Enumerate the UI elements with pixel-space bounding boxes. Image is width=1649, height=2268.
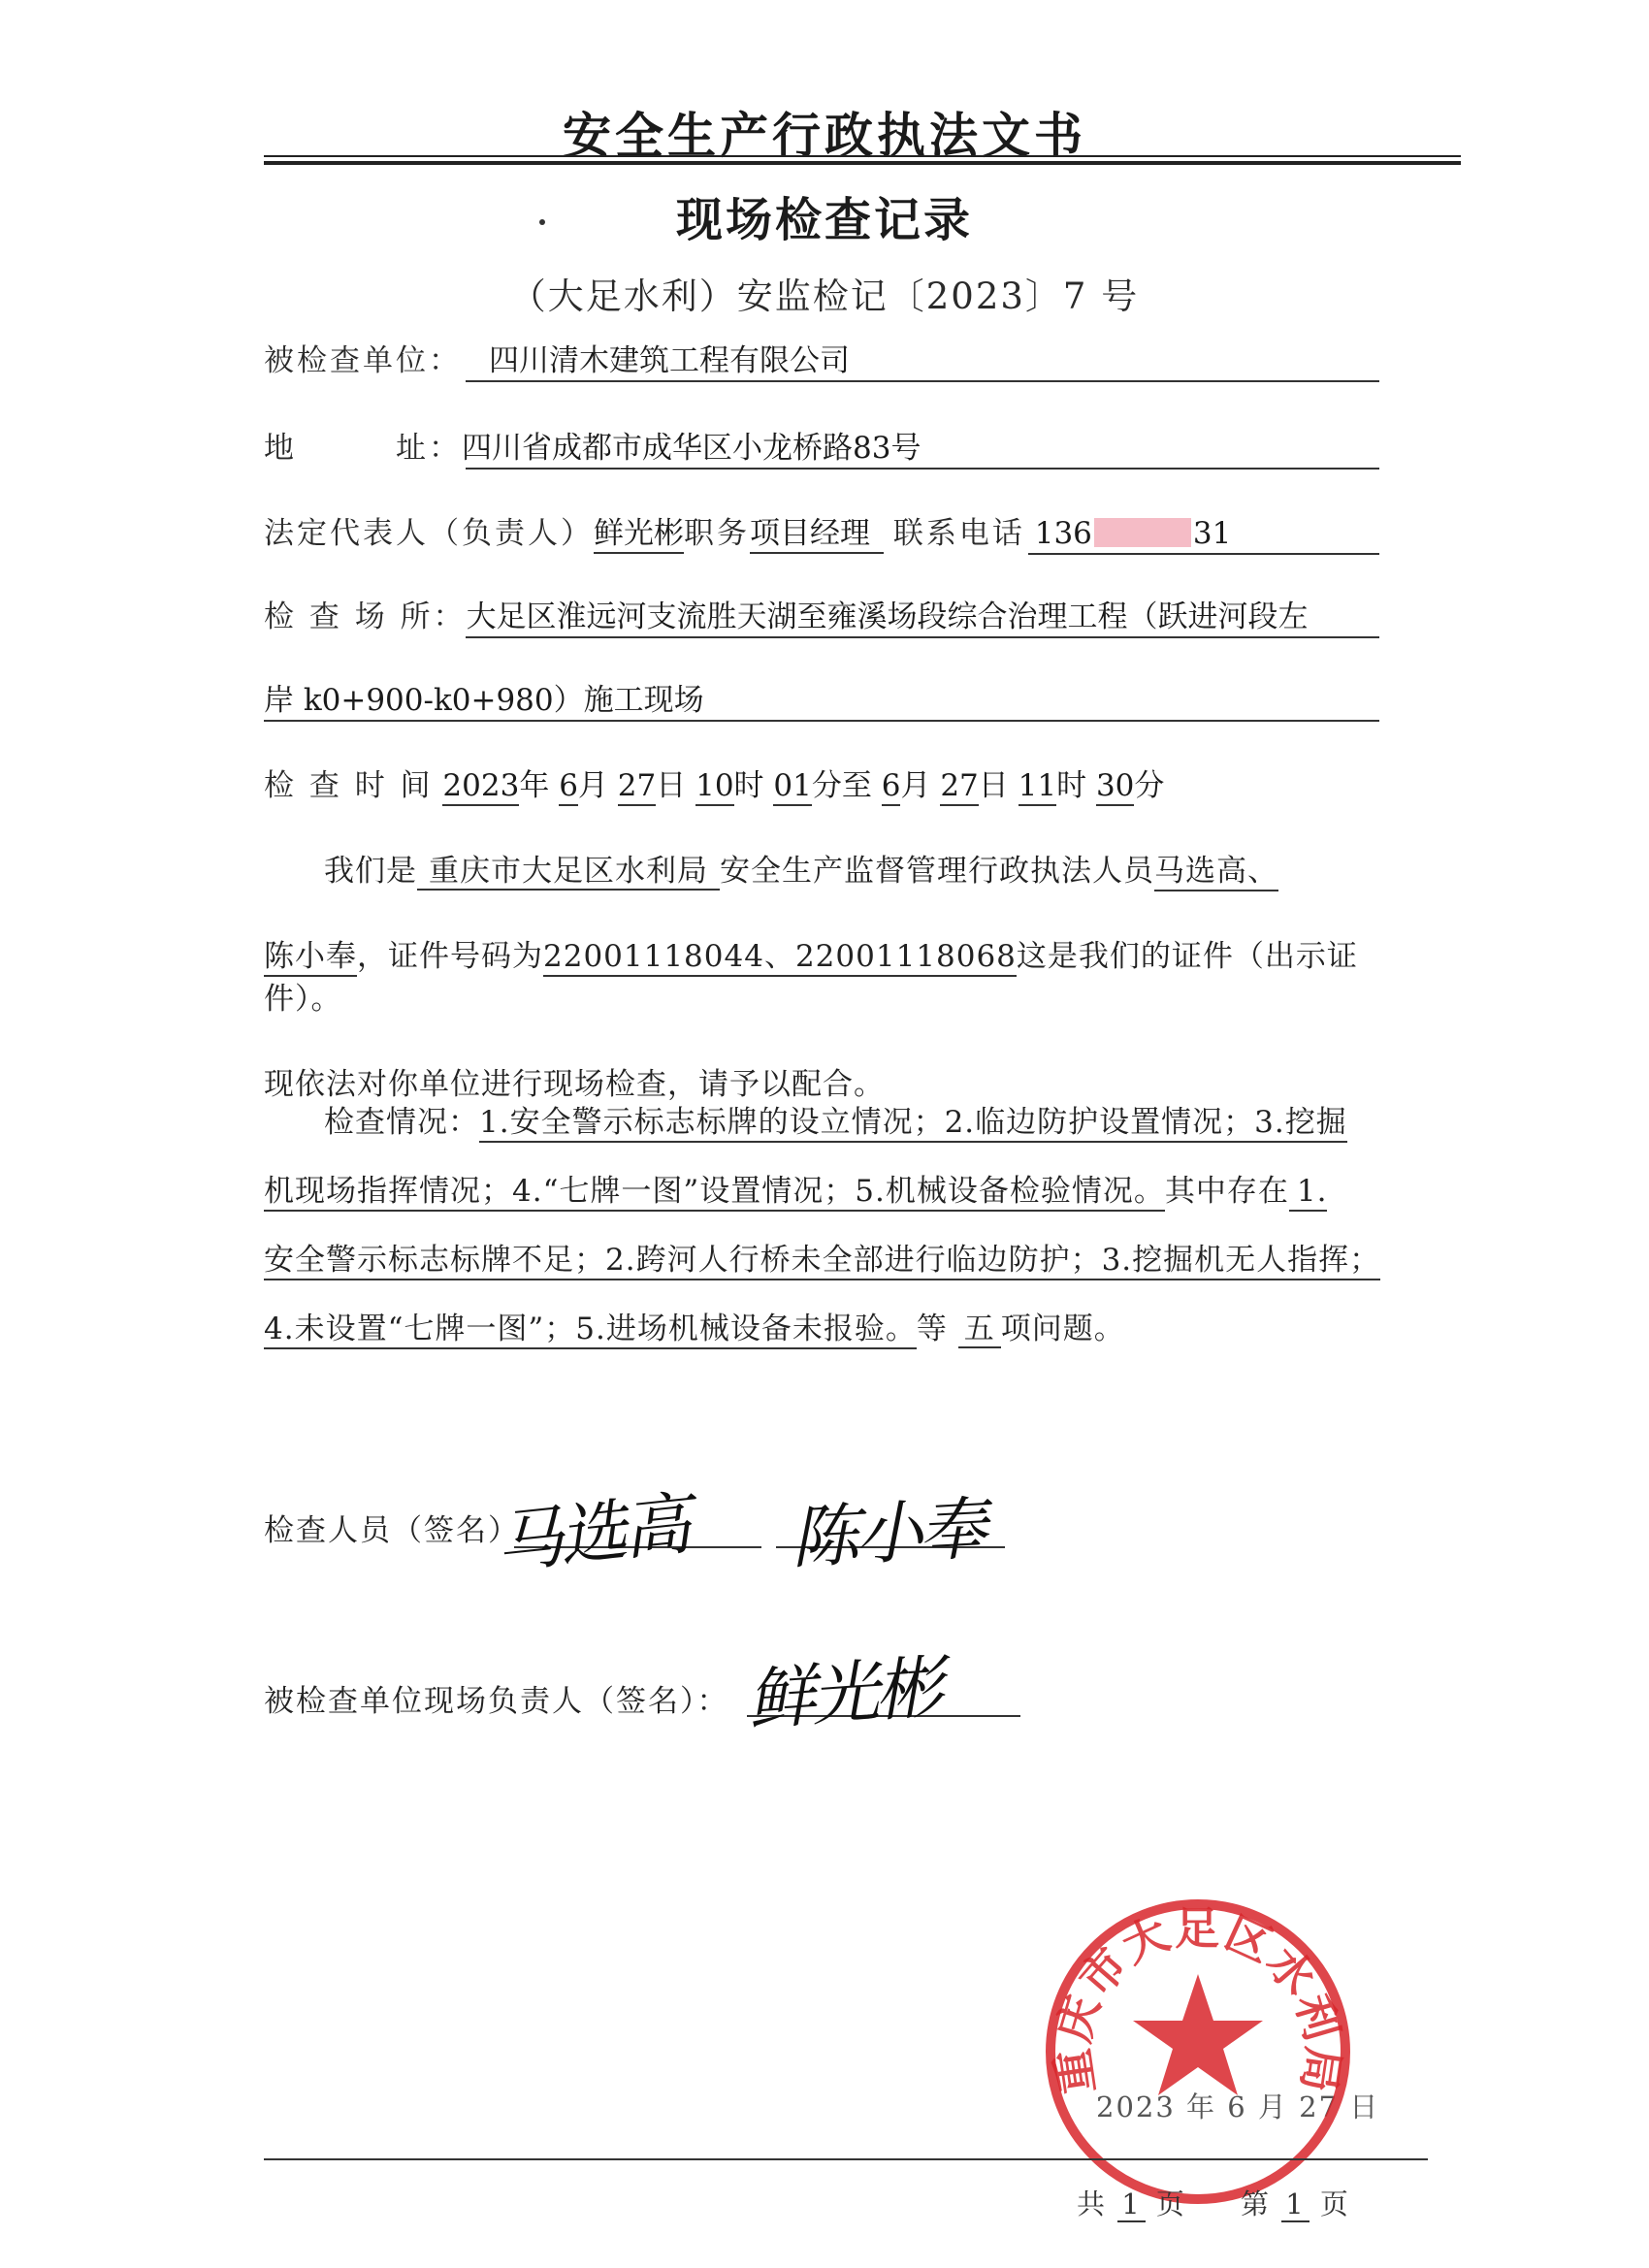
inspected-unit-value: 四川清木建筑工程有限公司 [489, 343, 850, 378]
issues-line-2: 1. [1289, 1174, 1328, 1212]
time-start-hour: 10 [695, 768, 733, 806]
phone-suffix: 31 [1192, 516, 1232, 551]
location-line-1: 大足区淮远河支流胜天湖至雍溪场段综合治理工程（跃进河段左 [466, 599, 1309, 634]
unit-month: 月 [577, 768, 608, 803]
location-underline-2 [264, 720, 1379, 722]
position-label: 职务 [684, 516, 750, 551]
cert-numbers: 22001118044、22001118068 [543, 939, 1017, 977]
footer-rule [264, 2158, 1428, 2160]
time-end-minute: 30 [1096, 768, 1134, 806]
header-title: 安全生产行政执法文书 [563, 107, 1086, 164]
responsible-signature: 鲜光彬 [744, 1647, 943, 1740]
doc-title: 现场检查记录 [675, 193, 973, 247]
header-rule-thick [264, 161, 1461, 165]
current-page: 1 [1281, 2187, 1309, 2222]
legal-rep-row [264, 512, 1231, 555]
position-value: 项目经理 [750, 516, 884, 554]
address-value: 四川省成都市成华区小龙桥路83号 [462, 431, 922, 466]
count-post: 项问题。 [1000, 1312, 1125, 1346]
count-pre: 等 [916, 1312, 948, 1346]
phone-prefix: 136 [1034, 516, 1092, 551]
address-row [264, 427, 921, 470]
inspected-unit-underline [466, 380, 1379, 382]
issues-line-3: 安全警示标志标牌不足；2.跨河人行桥未全部进行临边防护；3.挖掘机无人指挥； [264, 1243, 1380, 1280]
time-end-month: 6 [882, 768, 901, 806]
unit-year: 年 [519, 768, 550, 803]
legal-rep-value: 鲜光彬 [594, 516, 684, 554]
header-rule [264, 155, 1461, 157]
seal-date: 2023 年 6 月 27 日 [1096, 2090, 1380, 2123]
inspected-unit-row [264, 340, 850, 382]
responsible-label: 被检查单位现场负责人（签名）： [264, 1684, 729, 1719]
doc-number: （大足水利）安监检记〔2023〕7 号 [509, 275, 1140, 317]
agency-name: 重庆市大足区水利局 [417, 854, 720, 891]
unit-hour: 时 [733, 768, 764, 803]
intro-text-c: ，证件号码为 [357, 939, 543, 974]
total-pages: 1 [1117, 2187, 1145, 2222]
officers-1: 马选高、 [1154, 854, 1278, 891]
page-count [1077, 2183, 1350, 2222]
inspectors-label: 检查人员（签名） [264, 1513, 520, 1548]
unit-day-2: 日 [978, 768, 1009, 803]
intro-text-b: 安全生产监督管理行政执法人员 [720, 854, 1154, 889]
seal-text: 重庆市大足区水利局 [1046, 1902, 1350, 2098]
address-label: 地 址： [264, 431, 462, 466]
location-label: 检 查 场 所： [264, 599, 467, 634]
total-post: 页 [1155, 2187, 1186, 2220]
findings-mid: 其中存在 [1164, 1174, 1289, 1209]
phone-label: 联系电话 [892, 516, 1025, 551]
intro-text-a: 我们是 [324, 854, 417, 889]
location-row [264, 596, 1309, 638]
official-seal-icon [1038, 1892, 1358, 2212]
time-start-minute: 01 [773, 768, 811, 806]
page-pre: 第 [1241, 2187, 1272, 2220]
inspector-signature-2: 陈小奉 [789, 1488, 986, 1579]
unit-hour-2: 时 [1056, 768, 1087, 803]
phone-redaction [1094, 518, 1191, 547]
time-start-month: 6 [559, 768, 578, 806]
time-start-year: 2023 [442, 768, 519, 806]
issue-count: 五 [958, 1312, 1001, 1348]
unit-to: 分至 [811, 768, 872, 803]
location-row-2 [264, 679, 704, 722]
findings-label: 检查情况： [324, 1105, 479, 1140]
time-start-day: 27 [618, 768, 656, 806]
inspected-unit-label: 被检查单位： [264, 343, 462, 378]
phone-underline [1028, 553, 1379, 555]
location-underline-1 [466, 636, 1379, 638]
intro-text-p2: 现依法对你单位进行现场检查，请予以配合。 [264, 1067, 885, 1102]
officers-2: 陈小奉 [264, 939, 357, 977]
time-row [264, 764, 1164, 807]
location-line-2: 岸 k0+900-k0+980）施工现场 [264, 683, 704, 718]
intro-text-d: 这是我们的证件（出示证件）。 [264, 939, 1358, 1017]
total-pre: 共 [1077, 2187, 1108, 2220]
inspector-signature-1: 马选高 [491, 1483, 692, 1584]
unit-month-2: 月 [900, 768, 931, 803]
legal-rep-label: 法定代表人（负责人） [264, 516, 594, 551]
address-underline [466, 468, 1379, 470]
intro-paragraph [264, 850, 1394, 1106]
findings-line-2: 机现场指挥情况；4.“七牌一图”设置情况；5.机械设备检验情况。 [264, 1174, 1165, 1212]
page-post: 页 [1319, 2187, 1350, 2220]
unit-day: 日 [656, 768, 687, 803]
issues-line-4: 4.未设置“七牌一图”；5.进场机械设备未报验。 [264, 1312, 917, 1349]
findings-line-1: 1.安全警示标志标牌的设立情况；2.临边防护设置情况；3.挖掘 [479, 1105, 1347, 1143]
time-end-day: 27 [940, 768, 978, 806]
unit-minute: 分 [1134, 768, 1165, 803]
findings-paragraph [264, 1101, 1394, 1350]
time-end-hour: 11 [1018, 768, 1056, 806]
time-label: 检 查 时 间 [264, 768, 434, 803]
